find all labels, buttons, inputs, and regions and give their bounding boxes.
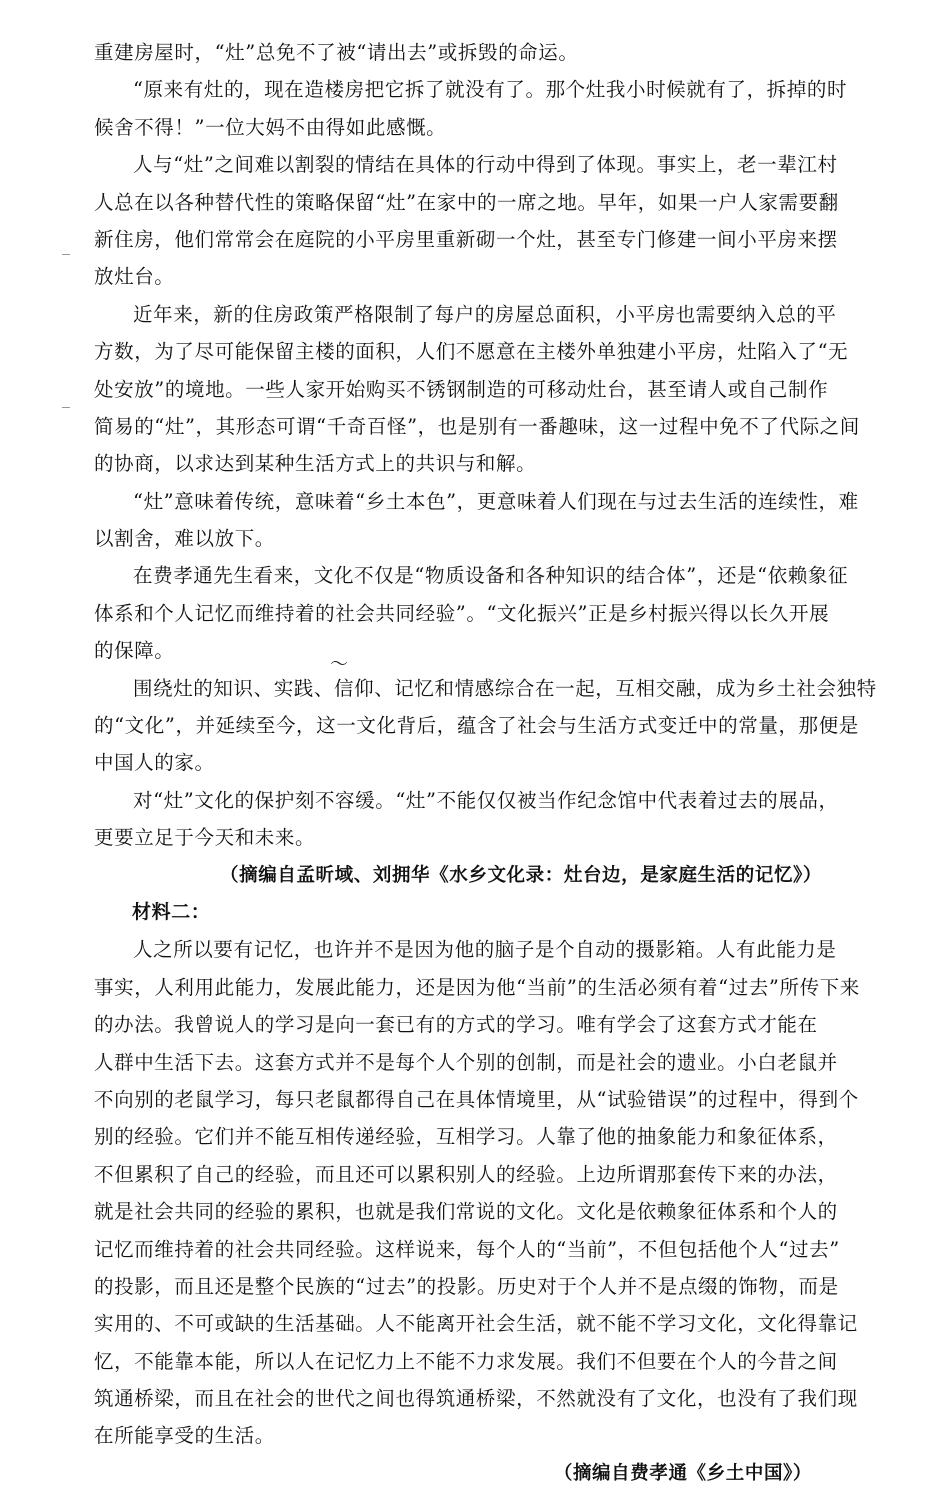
paragraph-line: 在费孝通先生看来，文化不仅是“物质设备和各种知识的结合体”，还是“依赖象征 <box>133 564 849 588</box>
margin-tick <box>62 407 70 408</box>
paragraph-line: 更要立足于今天和未来。 <box>94 826 316 850</box>
paragraph-line: 以割舍，难以放下。 <box>94 527 275 551</box>
paragraph-line: 处安放”的境地。一些人家开始购买不锈钢制造的可移动灶台，甚至请人或自己制作 <box>94 377 829 401</box>
paragraph-line: 的“文化”，并延续至今，这一文化背后，蕴含了社会与生活方式变迁中的常量，那便是 <box>94 714 859 738</box>
source-citation-2: （摘编自费孝通《乡土中国》） <box>553 1462 812 1484</box>
paragraph-line: 实用的、不可或缺的生活基础。人不能离开社会生活，就不能不学习文化，文化得靠记 <box>94 1312 858 1336</box>
source-citation-1: （摘编自孟昕域、刘拥华《水乡文化录：灶台边，是家庭生活的记忆》） <box>220 864 822 886</box>
paragraph-line: 的协商，以求达到某种生活方式上的共识与和解。 <box>94 452 537 476</box>
paragraph-line: 的投影，而且还是整个民族的“过去”的投影。历史对于个人并不是点缀的饰物，而是 <box>94 1274 839 1298</box>
paragraph-line: 记忆而维持着的社会共同经验。这样说来，每个人的“当前”，不但包括他个人“过去” <box>94 1237 840 1261</box>
paragraph-line: 人群中生活下去。这套方式并不是每个人个别的创制，而是社会的遗业。小白老鼠并 <box>94 1050 838 1074</box>
paragraph-line: 简易的“灶”，其形态可谓“千奇百怪”，也是别有一番趣味，这一过程中免不了代际之间 <box>94 414 860 438</box>
paragraph-line: “原来有灶的，现在造楼房把它拆了就没有了。那个灶我小时候就有了，拆掉的时 <box>133 78 848 102</box>
paragraph-line: 的保障。 <box>94 639 175 663</box>
paragraph-line: 事实，人利用此能力，发展此能力，还是因为他“当前”的生活必须有着“过去”所传下来 <box>94 975 860 999</box>
paragraph-line: 方数，为了尽可能保留主楼的面积，人们不愿意在主楼外单独建小平房，灶陷入了“无 <box>94 340 849 364</box>
paragraph-line: 不向别的老鼠学习，每只老鼠都得自己在具体情境里，从“试验错误”的过程中，得到个 <box>94 1087 859 1111</box>
section-heading-material-2: 材料二： <box>132 900 211 923</box>
paragraph-line: 人总在以各种替代性的策略保留“灶”在家中的一席之地。早年，如果一户人家需要翻 <box>94 190 839 214</box>
paragraph-line: 围绕灶的知识、实践、信仰、记忆和情感综合在一起，互相交融，成为乡土社会独特 <box>133 676 877 700</box>
underline-mark: ～ <box>330 654 348 675</box>
paragraph-line: 在所能享受的生活。 <box>94 1424 275 1448</box>
paragraph-line: 别的经验。它们并不能互相传递经验，互相学习。人靠了他的抽象能力和象征体系， <box>94 1125 838 1149</box>
paragraph-line: 中国人的家。 <box>94 751 215 775</box>
paragraph-line: 忆，不能靠本能，所以人在记忆力上不能不力求发展。我们不但要在个人的今昔之间 <box>94 1349 838 1373</box>
paragraph-line: 放灶台。 <box>94 265 175 289</box>
paragraph-line: 体系和个人记忆而维持着的社会共同经验”。“文化振兴”正是乡村振兴得以长久开展 <box>94 601 830 625</box>
document-page <box>94 34 877 1492</box>
paragraph-line: “灶”意味着传统，意味着“乡土本色”，更意味着人们现在与过去生活的连续性，难 <box>133 489 859 513</box>
paragraph-line: 重建房屋时，“灶”总免不了被“请出去”或拆毁的命运。 <box>94 41 579 64</box>
paragraph-line: 就是社会共同的经验的累积，也就是我们常说的文化。文化是依赖象征体系和个人的 <box>94 1200 838 1224</box>
paragraph-line: 候舍不得！”一位大妈不由得如此感慨。 <box>94 115 447 139</box>
paragraph-line: 不但累积了自己的经验，而且还可以累积别人的经验。上边所谓那套传下来的办法， <box>94 1162 838 1186</box>
paragraph-line: 人与“灶”之间难以割裂的情结在具体的行动中得到了体现。事实上，老一辈江村 <box>133 153 838 177</box>
paragraph-line: 人之所以要有记忆，也许并不是因为他的脑子是个自动的摄影箱。人有此能力是 <box>133 938 837 962</box>
paragraph-line: 对“灶”文化的保护刻不容缓。“灶”不能仅仅被当作纪念馆中代表着过去的展品， <box>133 788 839 812</box>
paragraph-line: 新住房，他们常常会在庭院的小平房里重新砌一个灶，甚至专门修建一间小平房来摆 <box>94 227 838 251</box>
paragraph-line: 的办法。我曾说人的学习是向一套已有的方式的学习。唯有学会了这套方式才能在 <box>94 1013 818 1037</box>
paragraph-line: 近年来，新的住房政策严格限制了每户的房屋总面积，小平房也需要纳入总的平 <box>133 302 837 326</box>
paragraph-line: 筑通桥梁，而且在社会的世代之间也得筑通桥梁，不然就没有了文化，也没有了我们现 <box>94 1387 858 1411</box>
margin-tick <box>62 254 70 255</box>
